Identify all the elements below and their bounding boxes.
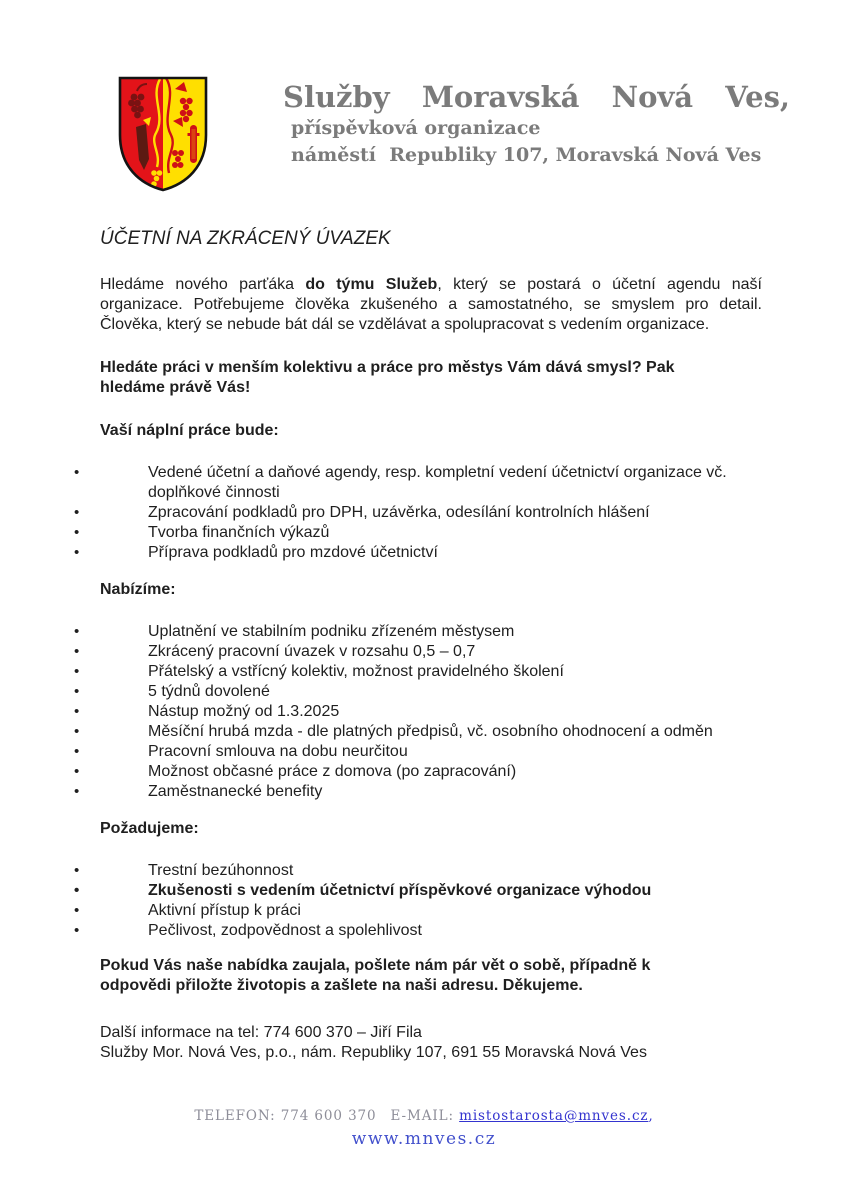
email-suffix: ,	[648, 1108, 654, 1124]
list-item: • Tvorba finančních výkazů	[100, 523, 762, 543]
list-item-emphasized: • Zkušenosti s vedením účetnictví příspěvkové organizace výhodou	[100, 881, 762, 901]
requirements-list	[100, 861, 762, 941]
intro-paragraph	[100, 275, 762, 335]
org-identity	[283, 79, 790, 169]
section-offer-heading: Nabízíme:	[100, 581, 176, 598]
phone-number: 774 600 370	[280, 1108, 377, 1124]
list-item: • Pečlivost, zodpovědnost a spolehlivost	[100, 921, 762, 941]
letterhead	[113, 73, 790, 195]
intro-text-bold: do týmu Služeb	[305, 276, 438, 293]
closing-paragraph: Pokud Vás naše nabídka zaujala, pošlete nám pár vět o sobě, případně k odpovědi přiložte životopis a zašlete na naši adresu. Děkujeme.	[100, 957, 651, 994]
org-address: náměstí Republiky 107, Moravská Nová Ves	[291, 144, 762, 166]
org-name: Služby Moravská Nová Ves,	[283, 80, 790, 114]
org-type: příspěvková organizace	[291, 117, 541, 139]
list-item: • Uplatnění ve stabilním podniku zřízeném městysem	[100, 622, 762, 642]
website-link[interactable]: www.mnves.cz	[351, 1129, 497, 1149]
list-item: • Zpracování podkladů pro DPH, uzávěrka, odesílání kontrolních hlášení	[100, 503, 762, 523]
list-item: • 5 týdnů dovolené	[100, 682, 762, 702]
footer-website-line	[0, 1129, 848, 1149]
list-item: • Aktivní přístup k práci	[100, 901, 762, 921]
list-item: • Možnost občasné práce z domova (po zapracování)	[100, 762, 762, 782]
list-item: • Zkrácený pracovní úvazek v rozsahu 0,5 – 0,7	[100, 642, 762, 662]
intro-text-end: , který se postará o účetní agendu naší organizace. Potřebujeme člověka zkušeného a samostatného, se smyslem pro detail. Člověka, který se nebude bát dál se vzdělávat a spolupracovat s vedením organizace.	[100, 276, 762, 333]
contact-phone-line: Další informace na tel: 774 600 370 – Jiří Fila	[100, 1024, 422, 1041]
section-duties-heading: Vaší náplní práce bude:	[100, 422, 279, 439]
intro-text-start: Hledáme nového parťáka	[100, 276, 306, 293]
pitch-paragraph: Hledáte práci v menším kolektivu a práce pro městys Vám dává smysl? Pak hledáme právě Vás!	[100, 359, 675, 396]
list-item: • Pracovní smlouva na dobu neurčitou	[100, 742, 762, 762]
list-item: • Trestní bezúhonnost	[100, 861, 762, 881]
footer-contact-line	[0, 1108, 848, 1124]
coat-of-arms-icon	[113, 73, 213, 195]
list-item: • Příprava podkladů pro mzdové účetnictví	[100, 543, 762, 563]
list-item: • Přátelský a vstřícný kolektiv, možnost pravidelného školení	[100, 662, 762, 682]
job-title: ÚČETNÍ NA ZKRÁCENÝ ÚVAZEK	[100, 228, 391, 249]
list-item: • Vedené účetní a daňové agendy, resp. kompletní vedení účetnictví organizace vč. doplňkové činnosti	[100, 463, 762, 503]
contact-block	[100, 1023, 762, 1063]
list-item: • Nástup možný od 1.3.2025	[100, 702, 762, 722]
duties-list	[100, 463, 762, 563]
offer-list	[100, 622, 762, 802]
page-footer	[0, 1108, 848, 1149]
phone-label: TELEFON:	[194, 1108, 276, 1124]
section-requirements-heading: Požadujeme:	[100, 820, 199, 837]
list-item: • Měsíční hrubá mzda - dle platných předpisů, vč. osobního ohodnocení a odměn	[100, 722, 762, 742]
email-label: E-MAIL:	[390, 1108, 454, 1124]
email-link[interactable]: mistostarosta@mnves.cz	[459, 1108, 649, 1124]
list-item: • Zaměstnanecké benefity	[100, 782, 762, 802]
org-coat-of-arms	[113, 73, 213, 195]
contact-address-line: Služby Mor. Nová Ves, p.o., nám. Republiky 107, 691 55 Moravská Nová Ves	[100, 1044, 647, 1061]
